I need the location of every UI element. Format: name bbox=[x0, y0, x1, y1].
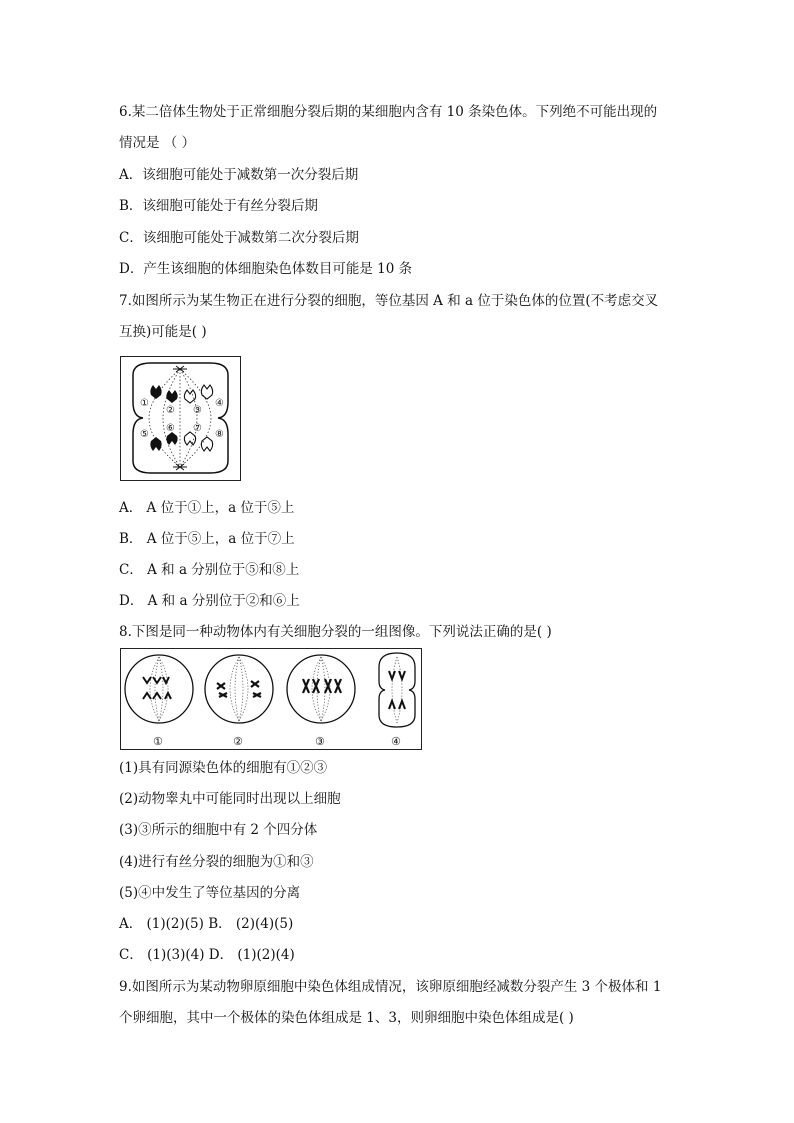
chromosome-1 bbox=[150, 385, 161, 399]
q7-label-8: ⑧ bbox=[215, 429, 224, 440]
q8-stem: 8.下图是同一种动物体内有关细胞分裂的一组图像。下列说法正确的是( ) bbox=[119, 624, 552, 640]
q6-stem-line1: 6.某二倍体生物处于正常细胞分裂后期的某细胞内含有 10 条染色体。下列绝不可能出现的 bbox=[119, 104, 658, 120]
q8-label-4: ④ bbox=[391, 735, 401, 748]
centrosome-top bbox=[173, 366, 187, 372]
q8-statement-1: (1)具有同源染色体的细胞有①②③ bbox=[119, 760, 328, 776]
q9-stem-line1: 9.如图所示为某动物卵原细胞中染色体组成情况，该卵原细胞经减数分裂产生 3 个极体和 1 bbox=[119, 979, 662, 995]
q8-options-cd: C． (1)(3)(4) D． (1)(2)(4) bbox=[119, 947, 295, 963]
q8-cells-figure bbox=[120, 648, 422, 750]
q7-label-5: ⑤ bbox=[140, 429, 149, 440]
q8-statement-2: (2)动物睾丸中可能同时出现以上细胞 bbox=[119, 791, 341, 807]
q7-label-4: ④ bbox=[215, 398, 224, 409]
q8-options-ab: A． (1)(2)(5) B． (2)(4)(5) bbox=[119, 916, 294, 932]
q8-cell-1 bbox=[125, 655, 193, 723]
q6-option-d: D．产生该细胞的体细胞染色体数目可能是 10 条 bbox=[119, 261, 413, 277]
chromosome-2 bbox=[166, 390, 177, 403]
q6-stem-line2: 情况是 （ ） bbox=[119, 135, 196, 151]
cell-membrane bbox=[133, 363, 228, 473]
q7-cell-figure bbox=[120, 356, 241, 481]
q7-label-2: ② bbox=[166, 405, 175, 416]
q7-label-3: ③ bbox=[193, 405, 202, 416]
q8-cells-diagram bbox=[121, 649, 421, 749]
q7-stem-line1: 7.如图所示为某生物正在进行分裂的细胞，等位基因 A 和 a 位于染色体的位置(不考虑交叉 bbox=[119, 293, 659, 309]
q7-label-1: ① bbox=[140, 398, 149, 409]
chromosome-3 bbox=[184, 390, 195, 403]
chromosome-5 bbox=[150, 437, 161, 451]
q8-cell-2 bbox=[205, 655, 273, 723]
q8-statement-4: (4)进行有丝分裂的细胞为①和③ bbox=[119, 854, 314, 870]
spindle-fibers bbox=[149, 369, 211, 467]
q8-cell-3 bbox=[287, 655, 355, 723]
q6-option-a: A．该细胞可能处于减数第一次分裂后期 bbox=[119, 167, 359, 183]
q7-label-7: ⑦ bbox=[193, 423, 202, 434]
q6-option-c: C．该细胞可能处于减数第二次分裂后期 bbox=[119, 230, 359, 246]
q9-stem-line2: 个卵细胞，其中一个极体的染色体组成是 1、3，则卵细胞中染色体组成是( ) bbox=[119, 1010, 574, 1026]
q7-cell-diagram bbox=[121, 357, 240, 480]
q8-label-1: ① bbox=[153, 735, 163, 748]
q8-label-3: ③ bbox=[315, 735, 325, 748]
chromosome-8 bbox=[201, 437, 212, 451]
q8-statement-5: (5)④中发生了等位基因的分离 bbox=[119, 885, 301, 901]
q7-option-b: B． A 位于⑤上，a 位于⑦上 bbox=[119, 531, 295, 547]
q7-label-6: ⑥ bbox=[166, 423, 175, 434]
q7-option-d: D． A 和 a 分别位于②和⑥上 bbox=[119, 593, 300, 609]
q7-option-a: A． A 位于①上，a 位于⑤上 bbox=[119, 500, 295, 516]
q8-statement-3: (3)③所示的细胞中有 2 个四分体 bbox=[119, 822, 318, 838]
q6-option-b: B．该细胞可能处于有丝分裂后期 bbox=[119, 198, 318, 214]
chromosome-4 bbox=[201, 385, 212, 399]
q8-label-2: ② bbox=[233, 735, 243, 748]
q8-cell-4 bbox=[379, 653, 415, 727]
q7-option-c: C． A 和 a 分别位于⑤和⑧上 bbox=[119, 562, 300, 578]
q7-stem-line2: 互换)可能是( ) bbox=[119, 324, 207, 340]
